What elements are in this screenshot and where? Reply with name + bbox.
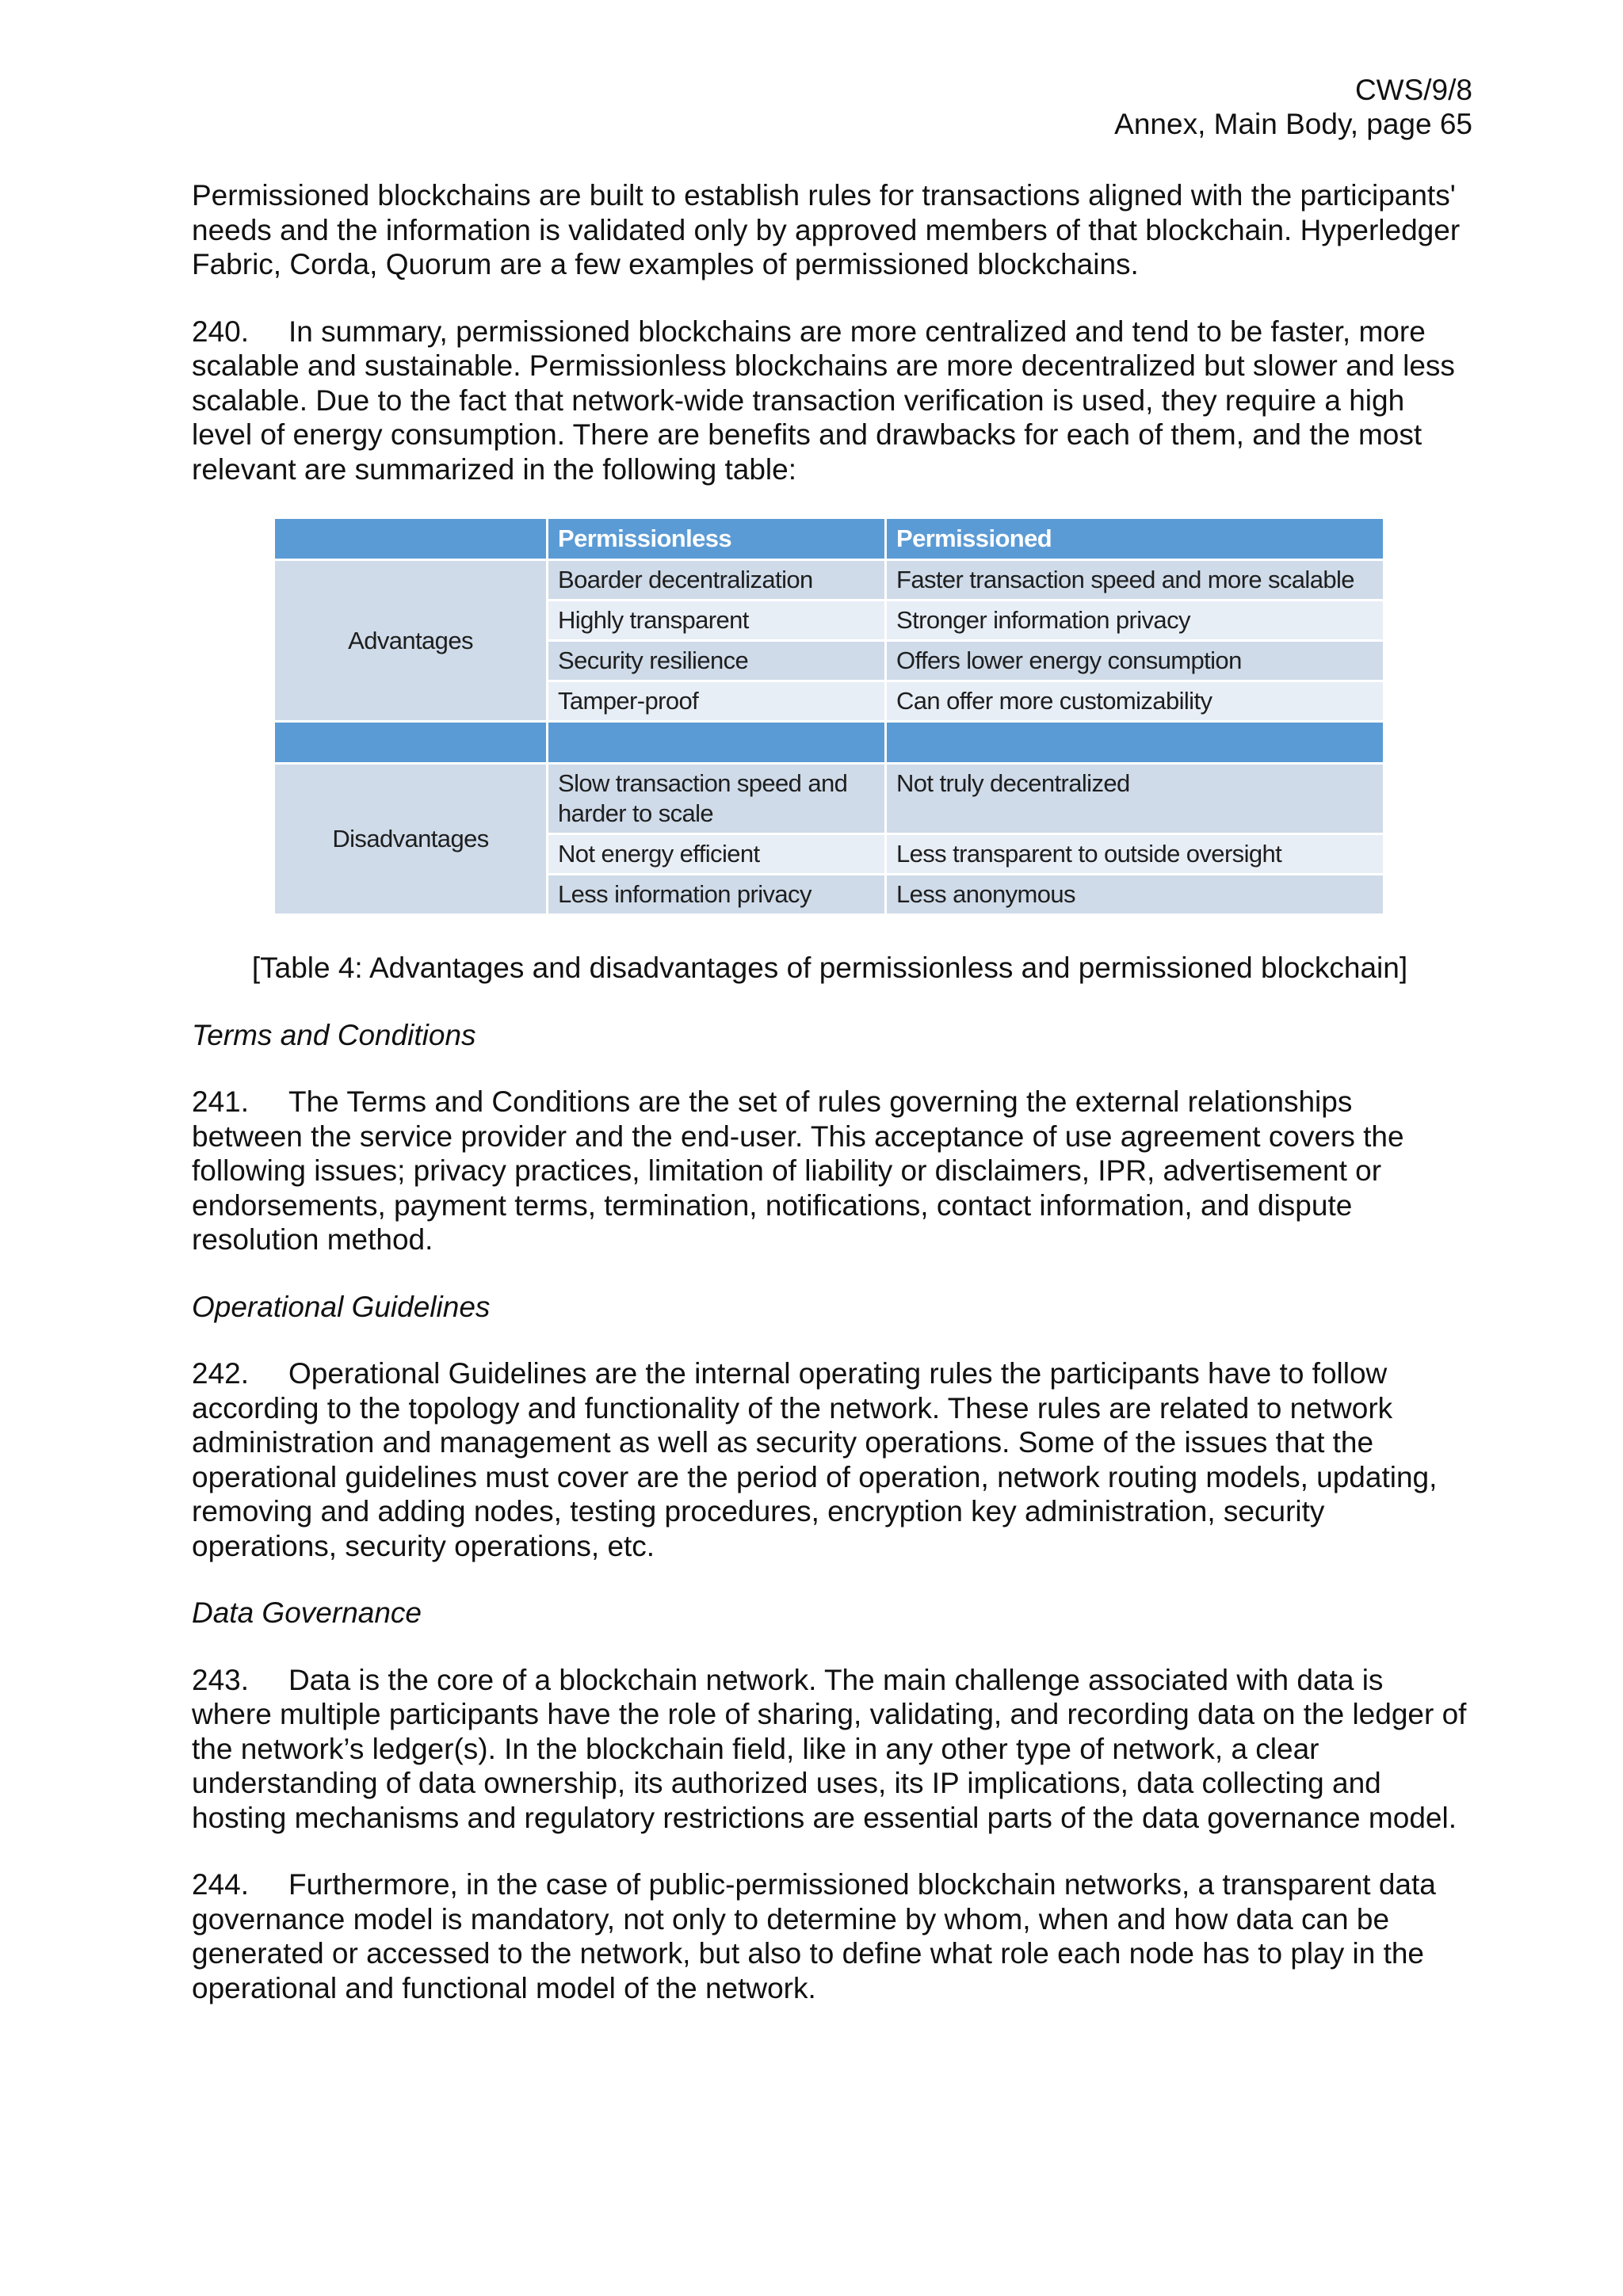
table-cell: Less transparent to outside oversight bbox=[887, 835, 1383, 875]
document-id: CWS/9/8 bbox=[1354, 74, 1472, 106]
paragraph-text: Data is the core of a blockchain network. The main challenge associated with data is where multiple participants have the role of sharing, validating, and recording data on the ledger of the network’s ledger(s). In the blockchain field, like in any other type of network, a clear understanding of data ownership, its authorized uses, its IP implications, data collecting and hosting mechanisms and regulatory restrictions are essential parts of the data governance model. bbox=[192, 1663, 1467, 1834]
table-cell: Tamper-proof bbox=[548, 682, 887, 723]
paragraph-242 bbox=[192, 1356, 1468, 1563]
table-cell: Security resilience bbox=[548, 642, 887, 682]
section-heading-operational: Operational Guidelines bbox=[192, 1290, 491, 1323]
separator-cell bbox=[548, 723, 887, 765]
paragraph-243 bbox=[192, 1663, 1468, 1836]
page-header bbox=[1114, 73, 1472, 141]
page-reference: Annex, Main Body, page 65 bbox=[1114, 108, 1472, 140]
table-cell: Can offer more customizability bbox=[887, 682, 1383, 723]
table-caption: [Table 4: Advantages and disadvantages of permissionless and permissioned blockchain] bbox=[251, 952, 1408, 984]
table-row bbox=[275, 561, 1383, 601]
comparison-table bbox=[275, 519, 1383, 916]
column-header-permissioned: Permissioned bbox=[887, 519, 1383, 561]
paragraph-text: Furthermore, in the case of public-permissioned blockchain networks, a transparent data governance model is mandatory, not only to determine by whom, when and how data can be generated or accessed to the network, but also to define what role each node has to play in the operational and functional model of the network. bbox=[192, 1868, 1436, 2004]
paragraph-number: 240. bbox=[192, 315, 250, 348]
paragraph-240 bbox=[192, 315, 1468, 487]
table-cell: Not truly decentralized bbox=[887, 765, 1383, 835]
paragraph-241 bbox=[192, 1085, 1468, 1257]
table-header-row bbox=[275, 519, 1383, 561]
section-heading-data-governance: Data Governance bbox=[192, 1596, 422, 1629]
table-cell: Stronger information privacy bbox=[887, 601, 1383, 642]
table-cell: Not energy efficient bbox=[548, 835, 887, 875]
table-row bbox=[275, 765, 1383, 835]
main-body bbox=[192, 178, 1468, 2038]
paragraph-number: 242. bbox=[192, 1357, 250, 1390]
row-header-disadvantages: Disadvantages bbox=[275, 765, 548, 916]
row-header-advantages: Advantages bbox=[275, 561, 548, 723]
table-cell: Faster transaction speed and more scalable bbox=[887, 561, 1383, 601]
table-corner-cell bbox=[275, 519, 548, 561]
paragraph-text: Operational Guidelines are the internal operating rules the participants have to follow according to the topology and functionality of the network. These rules are related to network administration and management as well as security operations. Some of the issues that the operational guidelines must cover are the period of operation, network routing models, updating, removing and adding nodes, testing procedures, encryption key administration, security operations, security operations, etc. bbox=[192, 1357, 1438, 1562]
paragraph-text: The Terms and Conditions are the set of rules governing the external relationships between the service provider and the end-user. This acceptance of use agreement covers the following issues; privacy practices, limitation of liability or disclaimers, IPR, advertisement or endorsements, payment terms, termination, notifications, contact information, and dispute resolution method. bbox=[192, 1085, 1404, 1256]
table-cell: Slow transaction speed and harder to scale bbox=[548, 765, 887, 835]
separator-cell bbox=[275, 723, 548, 765]
column-header-permissionless: Permissionless bbox=[548, 519, 887, 561]
table-separator-row bbox=[275, 723, 1383, 765]
section-heading-terms: Terms and Conditions bbox=[192, 1018, 476, 1051]
table-cell: Offers lower energy consumption bbox=[887, 642, 1383, 682]
table-cell: Highly transparent bbox=[548, 601, 887, 642]
paragraph-244 bbox=[192, 1867, 1468, 2005]
paragraph-number: 244. bbox=[192, 1868, 250, 1901]
paragraph-number: 241. bbox=[192, 1085, 250, 1118]
separator-cell bbox=[887, 723, 1383, 765]
paragraph-text: In summary, permissioned blockchains are more centralized and tend to be faster, more scalable and sustainable. Permissionless blockchains are more decentralized but slower and less scalable. Due to the fact that network-wide transaction verification is used, they require a high level of energy consumption. There are benefits and drawbacks for each of them, and the most relevant are summarized in the following table: bbox=[192, 315, 1455, 486]
table-cell: Less anonymous bbox=[887, 875, 1383, 916]
comparison-table-figure bbox=[275, 519, 1383, 916]
intro-paragraph: Permissioned blockchains are built to establish rules for transactions aligned with the participants' needs and the information is validated only by approved members of that blockchain. Hyperledger Fabric, Corda, Quorum are a few examples of permissioned blockchains. bbox=[192, 179, 1461, 280]
table-cell: Less information privacy bbox=[548, 875, 887, 916]
table-cell: Boarder decentralization bbox=[548, 561, 887, 601]
paragraph-number: 243. bbox=[192, 1663, 250, 1696]
